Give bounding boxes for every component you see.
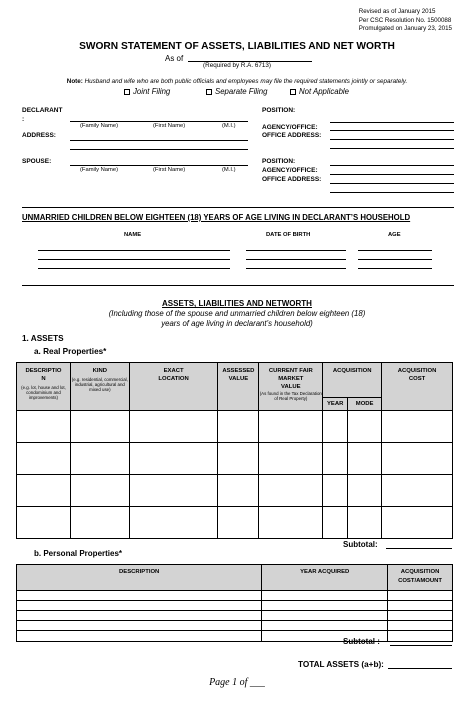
spouse-office-address-field[interactable] (330, 183, 454, 184)
table-cell[interactable] (218, 507, 259, 539)
header-subtext: (e.g. residential, commercial, industrial, agricultural and mixed use) (71, 377, 128, 392)
personal-properties-heading: b. Personal Properties* (34, 549, 123, 558)
year-header: YEAR (323, 398, 348, 411)
header-text: KIND (92, 368, 108, 374)
table-cell[interactable] (70, 411, 129, 443)
table-row (17, 443, 453, 475)
personal-properties-table (16, 564, 453, 642)
office-address-field[interactable] (330, 139, 454, 140)
declarant-name-field[interactable] (70, 121, 248, 122)
table-cell[interactable] (259, 411, 323, 443)
header-text: MARKET (278, 376, 304, 382)
header-text: VALUE (228, 376, 249, 382)
office-address-label: OFFICE ADDRESS: (262, 132, 322, 139)
page-number: Page 1 of ___ (209, 677, 265, 688)
table-cell[interactable] (262, 621, 388, 631)
total-assets-field[interactable] (388, 668, 452, 669)
header-text: VALUE (281, 384, 301, 390)
child-name-field[interactable] (38, 268, 230, 269)
child-age-field[interactable] (358, 250, 432, 251)
table-cell[interactable] (17, 411, 71, 443)
personal-subtotal-field[interactable] (390, 645, 452, 646)
note-text: Husband and wife who are both public officials and employees may file the required statements jointly or separately. (82, 78, 408, 85)
alnw-title: ASSETS, LIABILITIES AND NETWORTH (162, 299, 312, 308)
table-cell[interactable] (348, 411, 382, 443)
agency-label: AGENCY/OFFICE: (262, 124, 318, 131)
table-cell[interactable] (382, 507, 453, 539)
children-dob-header: DATE OF BIRTH (266, 232, 311, 238)
first-name-caption: (First Name) (153, 123, 186, 129)
cost-amount-header (388, 565, 453, 591)
header-text: LOCATION (158, 376, 189, 382)
table-row (17, 411, 453, 443)
table-row (17, 631, 453, 642)
section-divider (22, 285, 454, 286)
header-subtext: (As found in the Tax Declaration of Real Property) (259, 391, 322, 401)
spouse-office-address-field[interactable] (330, 192, 454, 193)
table-cell[interactable] (17, 507, 71, 539)
table-cell[interactable] (323, 411, 348, 443)
table-cell[interactable] (323, 443, 348, 475)
revision-line: Revised as of January 2015 (358, 8, 436, 15)
agency-field[interactable] (330, 130, 454, 131)
table-cell[interactable] (70, 507, 129, 539)
table-cell[interactable] (17, 611, 262, 621)
document-title: SWORN STATEMENT OF ASSETS, LIABILITIES AND NET WORTH (79, 41, 395, 52)
table-cell[interactable] (382, 443, 453, 475)
table-cell[interactable] (382, 411, 453, 443)
spouse-position-label: POSITION: (262, 158, 296, 165)
header-text: COST/AMOUNT (398, 578, 442, 584)
checkbox-icon[interactable] (124, 89, 130, 95)
header-text: ACQUISITION (397, 368, 437, 374)
filing-note (0, 78, 474, 85)
revision-notice (359, 8, 452, 34)
table-cell[interactable] (262, 601, 388, 611)
not-applicable-option[interactable] (290, 87, 349, 96)
table-cell[interactable] (262, 611, 388, 621)
declarant-colon: : (22, 116, 25, 123)
table-cell[interactable] (323, 475, 348, 507)
child-name-field[interactable] (38, 250, 230, 251)
table-cell[interactable] (17, 621, 262, 631)
position-label: POSITION: (262, 107, 296, 114)
as-of-label: As of (165, 54, 184, 63)
table-row (17, 601, 453, 611)
child-age-field[interactable] (358, 268, 432, 269)
office-address-field[interactable] (330, 148, 454, 149)
real-subtotal-field[interactable] (386, 548, 452, 549)
alnw-subtitle: (Including those of the spouse and unmarried children below eighteen (18) (108, 309, 366, 318)
child-dob-field[interactable] (246, 259, 346, 260)
real-properties-heading: a. Real Properties* (34, 347, 107, 356)
acquisition-header: ACQUISITION (323, 363, 382, 398)
table-cell[interactable] (129, 507, 218, 539)
table-row (17, 611, 453, 621)
table-cell[interactable] (388, 601, 453, 611)
table-cell[interactable] (259, 475, 323, 507)
child-name-field[interactable] (38, 259, 230, 260)
children-name-header: NAME (124, 232, 142, 238)
option-label: Joint Filing (133, 87, 171, 96)
table-cell[interactable] (348, 475, 382, 507)
table-cell[interactable] (382, 475, 453, 507)
header-text: CURRENT FAIR (268, 368, 313, 374)
table-cell[interactable] (17, 475, 71, 507)
child-dob-field[interactable] (246, 268, 346, 269)
table-cell[interactable] (259, 507, 323, 539)
acquisition-cost-header (382, 363, 453, 411)
fair-market-value-header (259, 363, 323, 411)
children-section-title: UNMARRIED CHILDREN BELOW EIGHTEEN (18) YEARS OF AGE LIVING IN DECLARANT’S HOUSEHOLD (22, 213, 411, 222)
header-subtext: (e.g. lot, house and lot, condominium and improvements) (21, 385, 66, 400)
table-row (17, 621, 453, 631)
revision-line: Per CSC Resolution No. 1500088 (358, 16, 452, 24)
table-cell[interactable] (218, 475, 259, 507)
alnw-subtitle: years of age living in declarant’s household) (161, 319, 313, 328)
description-header (17, 363, 71, 411)
separate-filing-option[interactable] (206, 87, 267, 96)
first-name-caption: (First Name) (153, 167, 186, 173)
table-row (17, 475, 453, 507)
children-age-header: AGE (388, 232, 401, 238)
table-cell[interactable] (17, 631, 262, 642)
table-cell[interactable] (388, 621, 453, 631)
spouse-name-field[interactable] (70, 165, 248, 166)
option-label: Separate Filing (215, 87, 268, 96)
declarant-label: DECLARANT (22, 107, 63, 114)
header-text: ASSESSED (222, 368, 255, 374)
spouse-office-address-label: OFFICE ADDRESS: (262, 176, 322, 183)
table-cell[interactable] (259, 443, 323, 475)
table-cell[interactable] (388, 611, 453, 621)
table-cell[interactable] (348, 507, 382, 539)
table-cell[interactable] (262, 591, 388, 601)
table-cell[interactable] (129, 475, 218, 507)
assessed-value-header (218, 363, 259, 411)
table-cell[interactable] (388, 591, 453, 601)
real-subtotal-label: Subtotal: (343, 540, 378, 549)
family-name-caption: (Family Name) (80, 123, 119, 129)
table-cell[interactable] (17, 591, 262, 601)
header-text: EXACT (163, 368, 184, 374)
table-cell[interactable] (17, 601, 262, 611)
address-label: ADDRESS: (22, 132, 56, 139)
table-row (17, 507, 453, 539)
table-cell[interactable] (348, 443, 382, 475)
real-properties-table (16, 362, 453, 539)
table-cell[interactable] (17, 443, 71, 475)
position-field[interactable] (330, 122, 454, 123)
header-text: COST (408, 376, 426, 382)
table-cell[interactable] (129, 443, 218, 475)
option-label: Not Applicable (299, 87, 349, 96)
checkbox-icon[interactable] (206, 89, 212, 95)
mi-caption: (M.I.) (222, 167, 236, 173)
table-cell[interactable] (323, 507, 348, 539)
mi-caption: (M.I.) (222, 123, 236, 129)
required-by-note: (Required by R.A. 6713) (203, 62, 271, 69)
table-cell[interactable] (70, 443, 129, 475)
personal-description-header: DESCRIPTION (17, 565, 262, 591)
table-cell[interactable] (218, 443, 259, 475)
header-text: DESCRIPTIO (25, 368, 62, 374)
spouse-position-field[interactable] (330, 165, 454, 166)
spouse-agency-label: AGENCY/OFFICE: (262, 167, 318, 174)
note-label: Note: (66, 78, 83, 85)
table-cell[interactable] (129, 411, 218, 443)
mode-header: MODE (348, 398, 382, 411)
kind-header (70, 363, 129, 411)
address-field[interactable] (70, 140, 248, 141)
spouse-agency-field[interactable] (330, 174, 454, 175)
family-name-caption: (Family Name) (80, 167, 119, 173)
checkbox-icon[interactable] (290, 89, 296, 95)
total-assets-label: TOTAL ASSETS (a+b): (298, 660, 384, 669)
year-acquired-header: YEAR ACQUIRED (262, 565, 388, 591)
address-field[interactable] (70, 149, 248, 150)
location-header (129, 363, 218, 411)
header-text: ACQUISITION (400, 569, 440, 575)
table-cell[interactable] (388, 631, 453, 642)
child-age-field[interactable] (358, 259, 432, 260)
table-row (17, 591, 453, 601)
joint-filing-option[interactable] (124, 87, 170, 96)
spouse-label: SPOUSE: (22, 158, 52, 165)
personal-subtotal-label: Subtotal : (343, 637, 380, 646)
header-text: N (41, 376, 46, 382)
revision-line: Promulgated on January 23, 2015 (358, 25, 452, 32)
table-cell[interactable] (218, 411, 259, 443)
assets-heading: 1. ASSETS (22, 334, 64, 343)
section-divider (22, 207, 454, 208)
child-dob-field[interactable] (246, 250, 346, 251)
table-cell[interactable] (70, 475, 129, 507)
